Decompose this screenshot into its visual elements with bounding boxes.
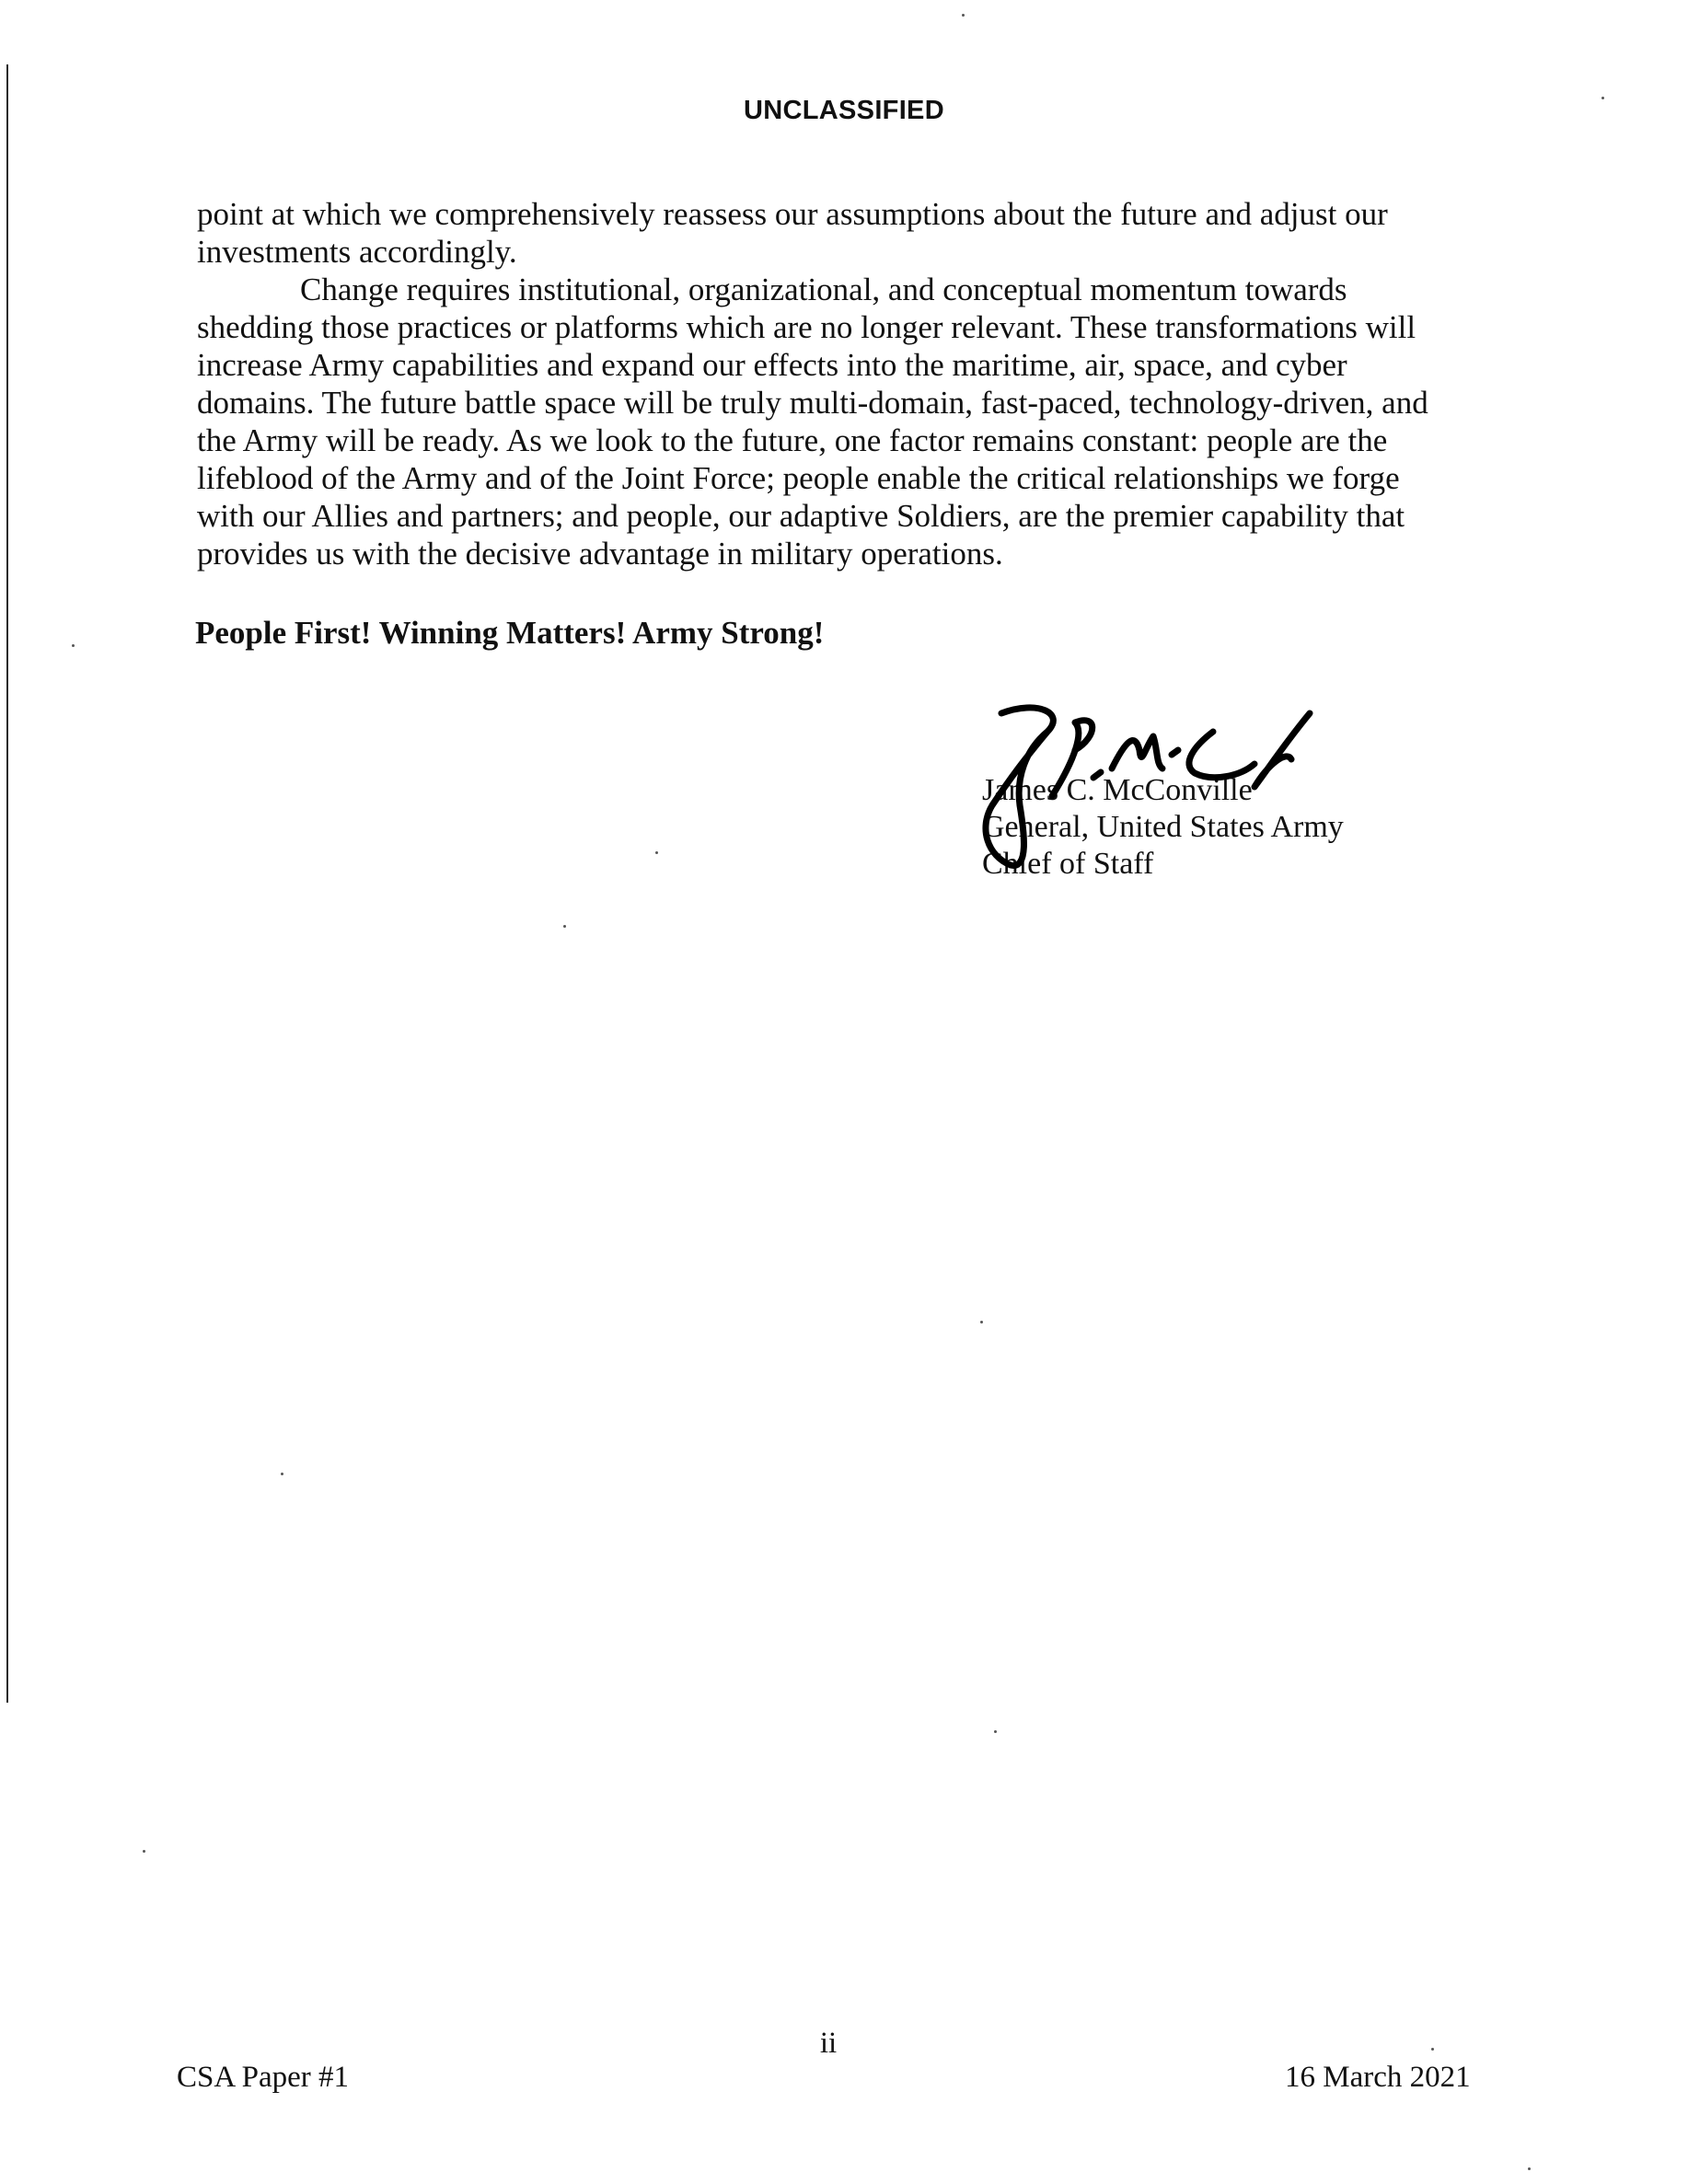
scan-speck	[994, 1730, 997, 1733]
page-number: ii	[819, 2027, 838, 2060]
closing-motto: People First! Winning Matters! Army Strong!	[195, 615, 825, 651]
scan-speck	[563, 925, 566, 928]
scan-speck	[72, 644, 75, 647]
signatory-rank: General, United States Army	[982, 810, 1344, 844]
footer-document-id: CSA Paper #1	[177, 2061, 350, 2094]
paragraph-continuation: point at which we comprehensively reassess our assumptions about the future and adjust our investments accordingly.	[197, 196, 1388, 270]
scan-speck	[962, 14, 965, 17]
scan-speck	[1431, 2048, 1434, 2051]
scan-speck	[1601, 97, 1604, 99]
signatory-title: Chief of Staff	[982, 847, 1154, 881]
paragraph-change: Change requires institutional, organizational, and conceptual momentum towards shedding those practices or platforms which are no longer relevant. These transformations will increase Army capabilities and expand our effects into the maritime, air, space, and cyber domains. The future battle space will be truly multi-domain, fast-paced, technology-driven, and the Army will be ready. As we look to the future, one factor remains constant: people are the lifeblood of the Army and of the Joint Force; people enable the critical relationships we forge with our Allies and partners; and people, our adaptive Soldiers, are the premier capability that provides us with the decisive advantage in military operations.	[197, 272, 1428, 572]
scan-speck	[655, 851, 658, 854]
scan-speck	[281, 1473, 283, 1475]
scan-speck	[980, 1321, 983, 1323]
classification-header: UNCLASSIFIED	[744, 96, 944, 125]
handwritten-signature	[937, 695, 1333, 879]
signatory-name: James C. McConville	[982, 773, 1253, 807]
scan-speck	[1528, 2167, 1531, 2170]
scan-left-edge-rule	[6, 64, 8, 1703]
footer-date: 16 March 2021	[1285, 2061, 1471, 2094]
document-body	[197, 195, 1458, 572]
scan-speck	[143, 1850, 145, 1853]
